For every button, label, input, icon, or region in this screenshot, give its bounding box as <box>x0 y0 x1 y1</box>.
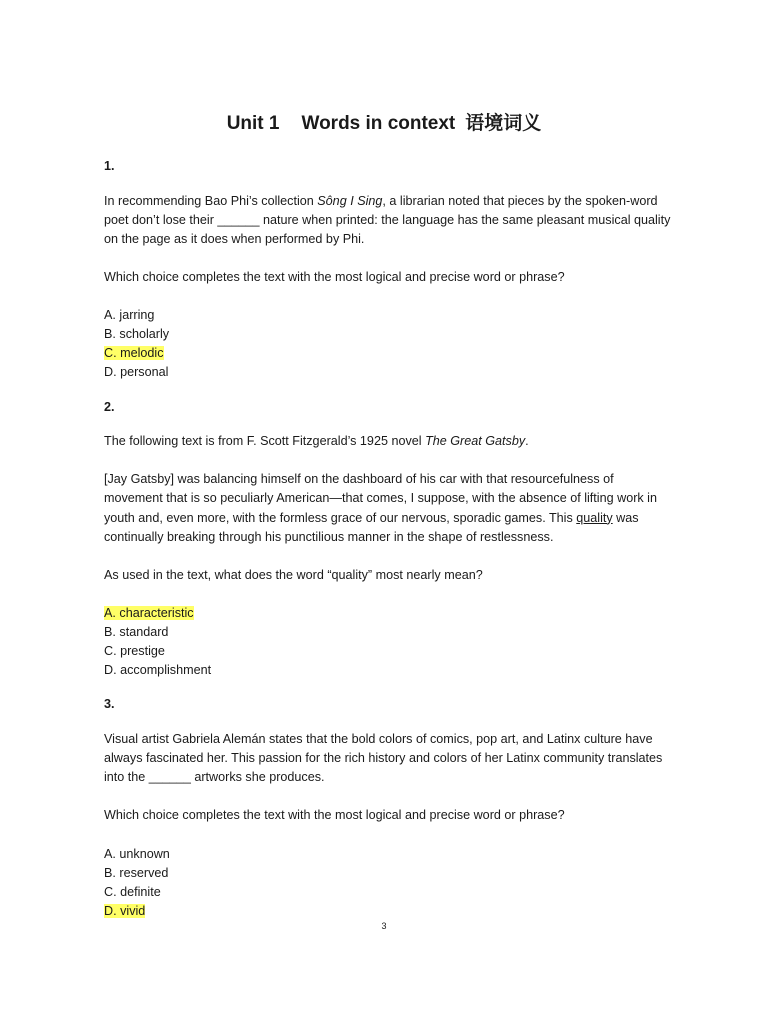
question-prompt: As used in the text, what does the word “quality” most nearly mean? <box>104 567 483 582</box>
answer-highlight: C. melodic <box>104 346 164 361</box>
intro-text: . <box>525 434 529 449</box>
question-3 <box>104 695 674 921</box>
question-passage <box>104 470 674 546</box>
question-passage <box>104 192 674 249</box>
question-number: 3. <box>104 697 115 712</box>
page-number: 3 <box>381 921 387 931</box>
answer-options <box>104 845 674 921</box>
book-title: The Great Gatsby <box>425 434 526 449</box>
answer-option: C. prestige <box>104 644 165 659</box>
questions-content <box>104 157 674 936</box>
answer-option: D. accomplishment <box>104 663 212 678</box>
question-number: 2. <box>104 399 115 414</box>
answer-option: A. unknown <box>104 846 170 861</box>
title-topic: Words in context <box>301 113 456 134</box>
answer-highlight: A. characteristic <box>104 605 194 620</box>
question-prompt: Which choice completes the text with the most logical and precise word or phrase? <box>104 269 565 284</box>
answer-highlight: D. vivid <box>104 903 146 918</box>
title-chinese: 语境词义 <box>465 113 542 134</box>
answer-option: B. reserved <box>104 865 169 880</box>
underlined-word: quality <box>576 510 613 525</box>
page-title <box>0 111 768 137</box>
passage-text: was continually breaking through his punctilious manner in the shape of restlessness. <box>104 510 639 544</box>
answer-options <box>104 604 674 680</box>
book-title: Sông I Sing <box>317 193 383 208</box>
answer-option: D. personal <box>104 365 169 380</box>
passage-text: [Jay Gatsby] was balancing himself on the dashboard of his car with that resourcefulness of movement that is so peculiarly American—that comes, I suppose, with the absence of lifting work in youth and, even more, with the formless grace of our nervous, sporadic games. This <box>104 472 657 525</box>
intro-text: The following text is from F. Scott Fitzgerald’s 1925 novel <box>104 434 426 449</box>
answer-option-correct <box>104 344 674 363</box>
answer-options <box>104 306 674 382</box>
passage-text: , a librarian noted that pieces by the spoken-word poet don’t lose their ______ nature when printed: the language has the same pleasant musical quality on the page as it does when performed by Phi. <box>104 193 671 246</box>
question-number: 1. <box>104 159 115 173</box>
answer-option: B. standard <box>104 625 169 640</box>
question-2 <box>104 398 674 681</box>
question-intro <box>104 432 674 451</box>
answer-option: C. definite <box>104 884 161 899</box>
question-prompt: Which choice completes the text with the most logical and precise word or phrase? <box>104 808 565 823</box>
question-passage: Visual artist Gabriela Alemán states that the bold colors of comics, pop art, and Latinx culture have always fascinated her. This passion for the rich history and colors of her Latinx community translates into the ______ artworks she produces. <box>104 731 663 785</box>
answer-option: A. jarring <box>104 308 155 323</box>
answer-option-correct <box>104 902 674 921</box>
title-unit: Unit 1 <box>226 113 280 134</box>
passage-text: In recommending Bao Phi’s collection <box>104 193 318 208</box>
answer-option-correct <box>104 604 674 623</box>
answer-option: B. scholarly <box>104 327 170 342</box>
question-1 <box>104 157 674 383</box>
